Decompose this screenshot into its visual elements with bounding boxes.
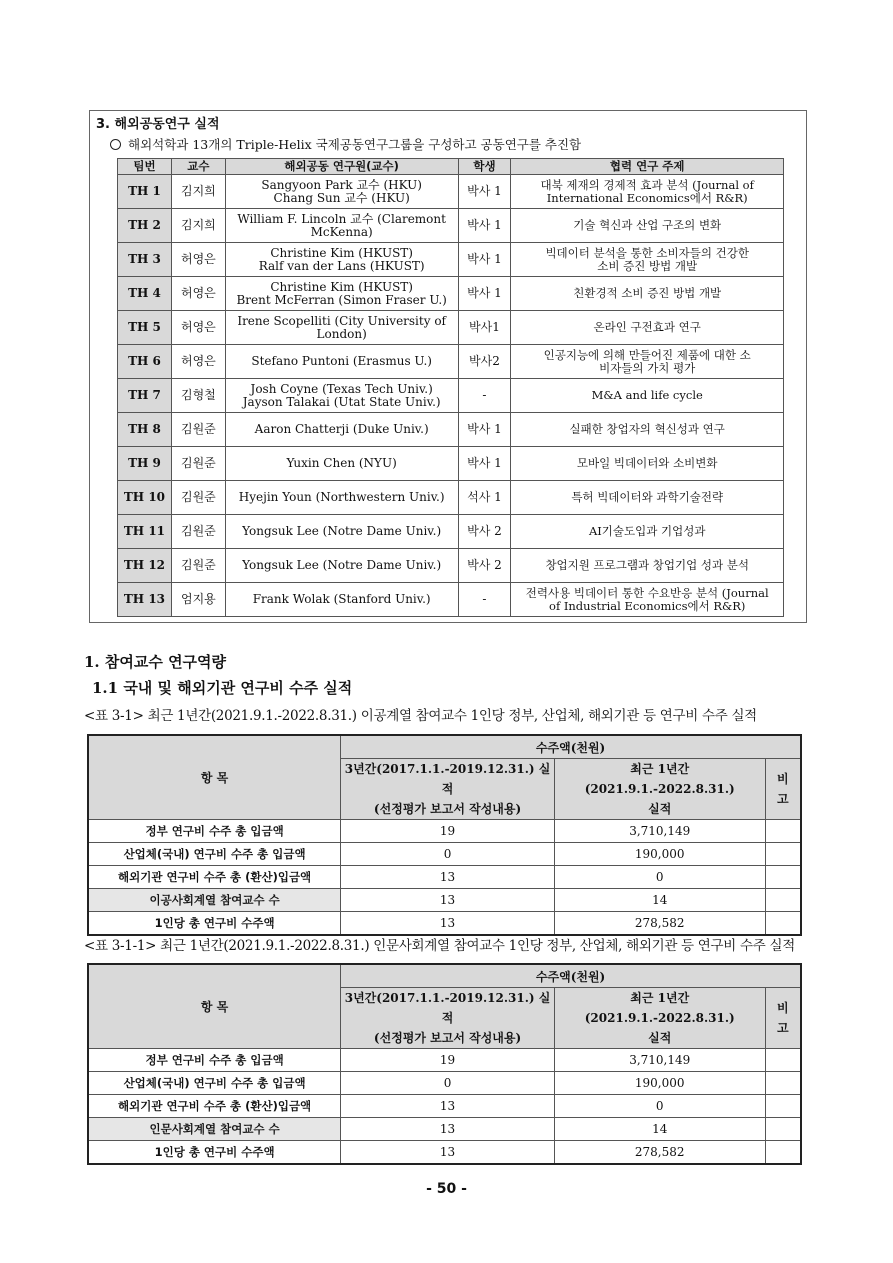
topic-cell-line: 빅데이터 분석을 통한 소비자들의 건강한 [545, 245, 749, 260]
value-3yr: 13 [341, 1095, 555, 1118]
team-cell: TH 9 [118, 447, 172, 481]
header-team: 팀번 [118, 159, 172, 175]
col-3yr-header [341, 759, 555, 820]
col-3yr-line1: 3년간(2017.1.1.-2019.12.31.) 실적 [344, 762, 551, 796]
heading-research-funding: 1.1 국내 및 해외기관 연구비 수주 실적 [92, 679, 353, 697]
partner-cell [225, 243, 458, 277]
value-3yr: 19 [341, 1049, 555, 1072]
col-1yr-line1: 최근 1년간(2021.9.1.-2022.8.31.) [584, 991, 735, 1025]
amount-header: 수주액(천원) [341, 964, 801, 988]
partner-cell-line: Yuxin Chen (NYU) [286, 456, 397, 470]
topic-cell [511, 243, 784, 277]
table-row [88, 1095, 801, 1118]
col-1yr-header [554, 759, 765, 820]
topic-cell-line: 인공지능에 의해 만들어진 제품에 대한 소 [543, 347, 751, 362]
team-cell: TH 5 [118, 311, 172, 345]
team-cell: TH 13 [118, 583, 172, 617]
value-note [765, 1095, 801, 1118]
value-1yr: 0 [554, 1095, 765, 1118]
team-cell: TH 3 [118, 243, 172, 277]
team-cell: TH 10 [118, 481, 172, 515]
partner-cell-line: Christine Kim (HKUST) [270, 279, 413, 294]
item-header: 항 목 [88, 964, 341, 1049]
partner-cell [225, 413, 458, 447]
item-header: 항 목 [88, 735, 341, 820]
value-note [765, 843, 801, 866]
row-label: 산업체(국내) 연구비 수주 총 입금액 [88, 1072, 341, 1095]
value-note [765, 1141, 801, 1165]
table-row [118, 209, 784, 243]
table-row [88, 1072, 801, 1095]
partner-cell [225, 481, 458, 515]
partner-cell [225, 311, 458, 345]
heading-participating-faculty: 1. 참여교수 연구역량 [84, 653, 227, 671]
student-cell: 박사 1 [458, 447, 511, 481]
row-label: 정부 연구비 수주 총 입금액 [88, 1049, 341, 1072]
table-row [88, 866, 801, 889]
partner-cell-line: Frank Wolak (Stanford Univ.) [252, 592, 431, 606]
table-row [88, 1141, 801, 1165]
partner-cell-line: Irene Scopelliti (City University of [237, 313, 446, 328]
professor-cell: 엄지용 [171, 583, 225, 617]
professor-cell: 김원준 [171, 413, 225, 447]
row-label: 인문사회계열 참여교수 수 [88, 1118, 341, 1141]
value-1yr: 14 [554, 889, 765, 912]
student-cell: 박사 1 [458, 413, 511, 447]
value-3yr: 19 [341, 820, 555, 843]
partner-cell [225, 209, 458, 243]
partner-cell-line: London) [316, 326, 367, 341]
team-cell: TH 4 [118, 277, 172, 311]
row-label: 1인당 총 연구비 수주액 [88, 1141, 341, 1165]
topic-cell-line: 소비 증진 방법 개발 [597, 258, 698, 273]
professor-cell: 김원준 [171, 515, 225, 549]
amount-header: 수주액(천원) [341, 735, 801, 759]
table-row [118, 277, 784, 311]
professor-cell: 김원준 [171, 549, 225, 583]
funding-table-humanities [87, 963, 802, 1165]
value-note [765, 820, 801, 843]
partner-cell-line: Sangyoon Park 교수 (HKU) [261, 177, 422, 192]
table-row [118, 583, 784, 617]
professor-cell: 김지희 [171, 209, 225, 243]
topic-cell [511, 209, 784, 243]
table-row [118, 413, 784, 447]
value-1yr: 14 [554, 1118, 765, 1141]
value-note [765, 1118, 801, 1141]
table-row [88, 1049, 801, 1072]
student-cell: 박사 1 [458, 277, 511, 311]
topic-cell [511, 481, 784, 515]
team-cell: TH 2 [118, 209, 172, 243]
topic-cell-line: AI기술도입과 기업성과 [588, 524, 706, 538]
col-3yr-line2: (선정평가 보고서 작성내용) [373, 1031, 522, 1045]
table-row [88, 843, 801, 866]
professor-cell: 김원준 [171, 447, 225, 481]
col-3yr-line1: 3년간(2017.1.1.-2019.12.31.) 실적 [344, 991, 551, 1025]
professor-cell: 김원준 [171, 481, 225, 515]
professor-cell: 허영은 [171, 345, 225, 379]
table-header-row [118, 159, 784, 175]
student-cell: 박사 1 [458, 243, 511, 277]
value-3yr: 13 [341, 866, 555, 889]
section-title: 3. 해외공동연구 실적 [96, 117, 220, 132]
partner-cell-line: Jayson Talakai (Utat State Univ.) [242, 394, 441, 409]
topic-cell-line: 특허 빅데이터와 과학기술전략 [571, 490, 724, 504]
student-cell: 박사1 [458, 311, 511, 345]
col-1yr-header [554, 988, 765, 1049]
bullet-label: 해외석학과 13개의 Triple-Helix 국제공동연구그룹을 구성하고 공동연구를 추진함 [128, 137, 582, 152]
row-label: 1인당 총 연구비 수주액 [88, 912, 341, 936]
value-3yr: 0 [341, 843, 555, 866]
table-row [88, 820, 801, 843]
table-row [118, 175, 784, 209]
topic-cell-line: of Industrial Economics에서 R&R) [549, 598, 746, 613]
page-number: - 50 - [426, 1181, 467, 1197]
topic-cell-line: International Economics에서 R&R) [546, 190, 748, 205]
partner-cell [225, 175, 458, 209]
table-row [118, 243, 784, 277]
row-label: 산업체(국내) 연구비 수주 총 입금액 [88, 843, 341, 866]
partner-cell [225, 583, 458, 617]
partner-cell-line: Ralf van der Lans (HKUST) [258, 258, 425, 273]
col-note-line1: 비 [776, 1001, 789, 1015]
col-1yr-line1: 최근 1년간(2021.9.1.-2022.8.31.) [584, 762, 735, 796]
table-row [118, 549, 784, 583]
value-note [765, 866, 801, 889]
partner-cell-line: William F. Lincoln 교수 (Claremont [237, 211, 446, 226]
topic-cell-line: 실패한 창업자의 혁신성과 연구 [569, 422, 725, 436]
topic-cell [511, 175, 784, 209]
research-team-table [117, 158, 784, 617]
topic-cell [511, 379, 784, 413]
table-row [88, 1118, 801, 1141]
topic-cell [511, 583, 784, 617]
student-cell: 석사 1 [458, 481, 511, 515]
table-row [118, 515, 784, 549]
value-note [765, 912, 801, 936]
value-3yr: 13 [341, 889, 555, 912]
team-cell: TH 1 [118, 175, 172, 209]
partner-cell [225, 277, 458, 311]
value-3yr: 0 [341, 1072, 555, 1095]
value-1yr: 3,710,149 [554, 1049, 765, 1072]
col-note-line2: 고 [776, 792, 789, 806]
professor-cell: 허영은 [171, 277, 225, 311]
student-cell: - [458, 379, 511, 413]
topic-cell-line: 비자들의 가치 평가 [599, 360, 696, 375]
topic-cell-line: 대북 제재의 경제적 효과 분석 (Journal of [540, 177, 754, 192]
bullet-text [110, 135, 581, 153]
value-3yr: 13 [341, 912, 555, 936]
team-cell: TH 7 [118, 379, 172, 413]
row-label: 해외기관 연구비 수주 총 (환산)입금액 [88, 1095, 341, 1118]
header-partner: 해외공동 연구원(교수) [225, 159, 458, 175]
col-1yr-line2: 실적 [648, 1031, 672, 1045]
value-3yr: 13 [341, 1141, 555, 1165]
table-row [118, 447, 784, 481]
col-note-header [765, 988, 801, 1049]
overseas-research-box [89, 110, 807, 623]
topic-cell [511, 549, 784, 583]
partner-cell-line: Yongsuk Lee (Notre Dame Univ.) [242, 558, 442, 572]
topic-cell-line: 온라인 구전효과 연구 [593, 320, 701, 334]
funding-table-science [87, 734, 802, 936]
table2-caption: <표 3-1-1> 최근 1년간(2021.9.1.-2022.8.31.) 인문사회계열 참여교수 1인당 정부, 산업체, 해외기관 등 연구비 수주 실적 [84, 938, 795, 954]
table-row [118, 379, 784, 413]
circle-bullet-icon [110, 139, 121, 150]
header-student: 학생 [458, 159, 511, 175]
partner-cell [225, 379, 458, 413]
table-row [118, 311, 784, 345]
topic-cell [511, 311, 784, 345]
partner-cell-line: Aaron Chatterji (Duke Univ.) [254, 422, 429, 436]
partner-cell-line: McKenna) [310, 224, 373, 239]
value-1yr: 0 [554, 866, 765, 889]
header-topic: 협력 연구 주제 [511, 159, 784, 175]
col-note-line2: 고 [776, 1021, 789, 1035]
row-label: 이공사회계열 참여교수 수 [88, 889, 341, 912]
value-1yr: 278,582 [554, 912, 765, 936]
table1-caption: <표 3-1> 최근 1년간(2021.9.1.-2022.8.31.) 이공계열 참여교수 1인당 정부, 산업체, 해외기관 등 연구비 수주 실적 [84, 708, 757, 724]
partner-cell [225, 515, 458, 549]
value-1yr: 190,000 [554, 1072, 765, 1095]
header-professor: 교수 [171, 159, 225, 175]
partner-cell [225, 345, 458, 379]
topic-cell-line: 전력사용 빅데이터 통한 수요반응 분석 (Journal [525, 585, 769, 600]
partner-cell-line: Brent McFerran (Simon Fraser U.) [236, 292, 447, 307]
student-cell: 박사 2 [458, 515, 511, 549]
table-row [88, 912, 801, 936]
value-note [765, 1049, 801, 1072]
table-row [118, 345, 784, 379]
student-cell: 박사 1 [458, 209, 511, 243]
partner-cell [225, 447, 458, 481]
team-cell: TH 8 [118, 413, 172, 447]
student-cell: 박사 1 [458, 175, 511, 209]
partner-cell-line: Hyejin Youn (Northwestern Univ.) [238, 490, 445, 504]
partner-cell-line: Chang Sun 교수 (HKU) [273, 190, 410, 205]
row-label: 정부 연구비 수주 총 입금액 [88, 820, 341, 843]
value-1yr: 278,582 [554, 1141, 765, 1165]
row-label: 해외기관 연구비 수주 총 (환산)입금액 [88, 866, 341, 889]
col-3yr-line2: (선정평가 보고서 작성내용) [373, 802, 522, 816]
professor-cell: 허영은 [171, 243, 225, 277]
student-cell: - [458, 583, 511, 617]
topic-cell-line: 모바일 빅데이터와 소비변화 [576, 456, 718, 470]
topic-cell-line: 기술 혁신과 산업 구조의 변화 [573, 218, 722, 232]
value-1yr: 3,710,149 [554, 820, 765, 843]
professor-cell: 김형철 [171, 379, 225, 413]
value-note [765, 889, 801, 912]
topic-cell [511, 413, 784, 447]
partner-cell-line: Stefano Puntoni (Erasmus U.) [251, 354, 432, 368]
professor-cell: 허영은 [171, 311, 225, 345]
student-cell: 박사 2 [458, 549, 511, 583]
col-note-header [765, 759, 801, 820]
col-note-line1: 비 [776, 772, 789, 786]
team-cell: TH 11 [118, 515, 172, 549]
team-cell: TH 6 [118, 345, 172, 379]
partner-cell-line: Yongsuk Lee (Notre Dame Univ.) [242, 524, 442, 538]
topic-cell-line: 창업지원 프로그램과 창업기업 성과 분석 [545, 558, 749, 572]
topic-cell [511, 447, 784, 481]
topic-cell [511, 515, 784, 549]
partner-cell-line: Christine Kim (HKUST) [270, 245, 413, 260]
topic-cell-line: M&A and life cycle [591, 388, 703, 402]
value-1yr: 190,000 [554, 843, 765, 866]
topic-cell [511, 345, 784, 379]
partner-cell-line: Josh Coyne (Texas Tech Univ.) [250, 381, 433, 396]
student-cell: 박사2 [458, 345, 511, 379]
team-cell: TH 12 [118, 549, 172, 583]
col-3yr-header [341, 988, 555, 1049]
value-3yr: 13 [341, 1118, 555, 1141]
professor-cell: 김지희 [171, 175, 225, 209]
value-note [765, 1072, 801, 1095]
col-1yr-line2: 실적 [648, 802, 672, 816]
table-row [118, 481, 784, 515]
topic-cell-line: 친환경적 소비 증진 방법 개발 [573, 286, 722, 300]
table-row [88, 889, 801, 912]
topic-cell [511, 277, 784, 311]
partner-cell [225, 549, 458, 583]
